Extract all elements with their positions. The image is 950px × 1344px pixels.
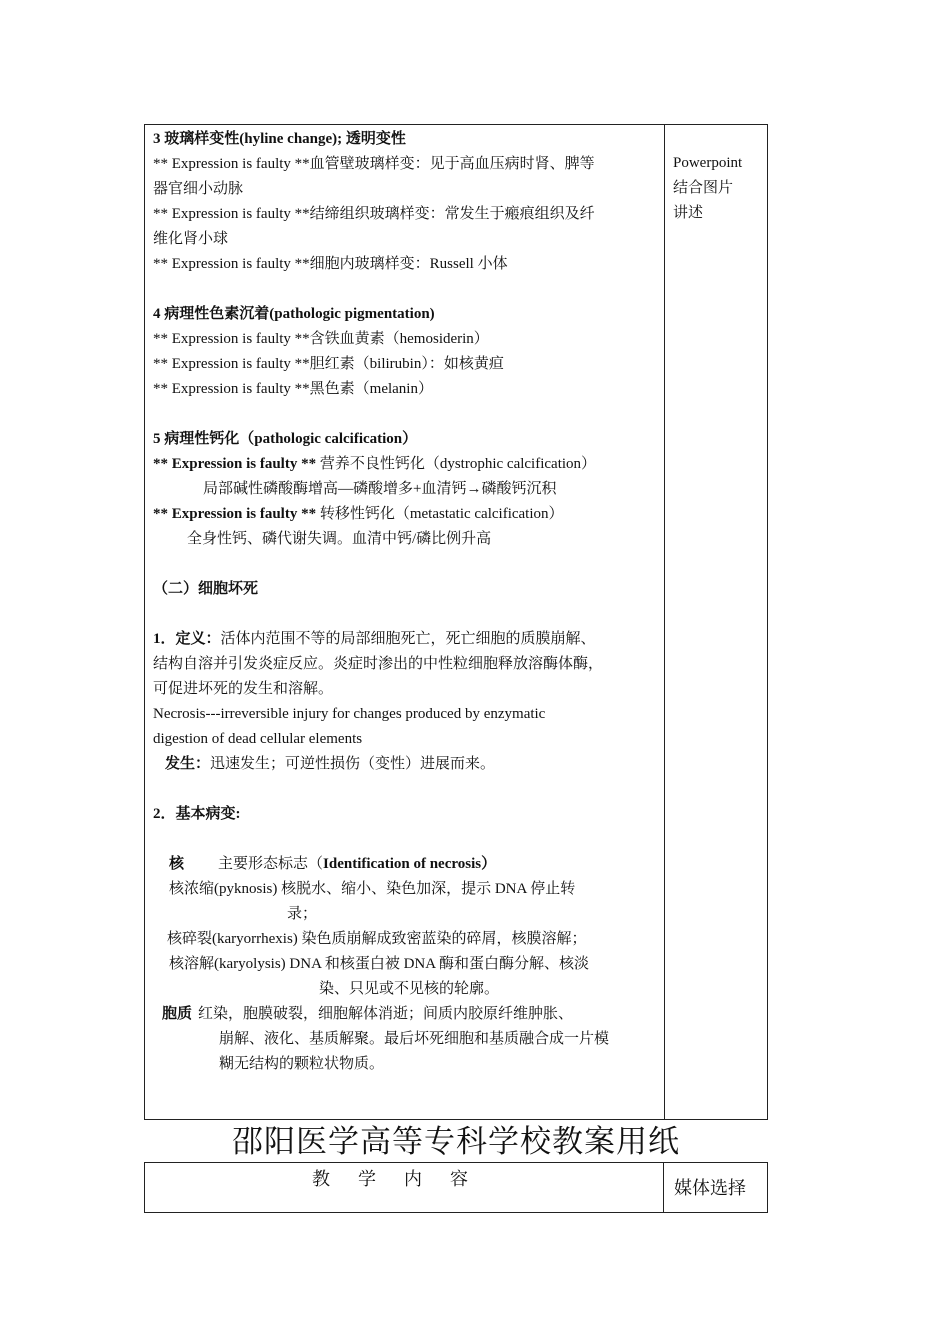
section-4-item-1: ** Expression is faulty **含铁血黄素（hemosiderin） — [153, 331, 489, 347]
section-3-item-3: ** Expression is faulty **细胞内玻璃样变：Russell 小体 — [153, 256, 508, 272]
cytoplasm-label: 胞质 — [162, 1006, 193, 1022]
definition-line-3: 可促进坏死的发生和溶解。 — [153, 681, 334, 697]
section-5-heading: 5 病理性钙化（pathologic calcification） — [153, 431, 418, 447]
media-line-1: Powerpoint — [673, 155, 743, 171]
pyknosis-line-cont: 录； — [287, 906, 318, 922]
media-line-2: 结合图片 — [673, 180, 734, 196]
nucleus-label: 核 — [169, 856, 185, 872]
section-3-item-1: ** Expression is faulty **血管壁玻璃样变：见于高血压病时肾、脾等 — [153, 156, 595, 172]
faulty-expression-label: ** Expression is faulty ** — [153, 456, 317, 472]
section-4-item-3: ** Expression is faulty **黑色素（melanin） — [153, 381, 433, 397]
media-notes — [673, 151, 763, 226]
english-definition-line-1: Necrosis---irreversible injury for changes produced by enzymatic — [153, 706, 546, 722]
pyknosis-line: 核浓缩(pyknosis) 核脱水、缩小、染色加深，提示 DNA 停止转 — [169, 881, 576, 897]
teaching-content-header: 教学内容 — [145, 1163, 664, 1212]
english-definition-line-2: digestion of dead cellular elements — [153, 731, 363, 747]
section-5-item-1-detail: 局部碱性磷酸酶增高—磷酸增多+血清钙→磷酸钙沉积 — [203, 481, 557, 497]
definition-label: 1．定义： — [153, 631, 221, 647]
cytoplasm-line-2: 崩解、液化、基质解聚。最后坏死细胞和基质融合成一片模 — [219, 1031, 610, 1047]
section-4-item-2: ** Expression is faulty **胆红素（bilirubin）：如核黄疸 — [153, 356, 504, 372]
school-title: 邵阳医学高等专科学校教案用纸 — [232, 1124, 680, 1160]
section-3-heading: 3 玻璃样变性(hyline change); 透明变性 — [153, 131, 406, 147]
section-3-item-1-cont: 器官细小动脉 — [153, 181, 244, 197]
section-5-item-2 — [153, 502, 659, 527]
dystrophic-calcification-text: 营养不良性钙化（dystrophic calcification） — [316, 456, 597, 472]
faulty-expression-label: ** Expression is faulty ** — [153, 506, 317, 522]
definition-line-2: 结构自溶并引发炎症反应。炎症时渗出的中性粒细胞释放溶酶体酶， — [153, 656, 604, 672]
necrosis-heading: （二）细胞坏死 — [153, 581, 259, 597]
basic-lesions-heading: 2．基本病变: — [153, 806, 241, 822]
section-3-item-2: ** Expression is faulty **结缔组织玻璃样变：常发生于瘢痕组织及纤 — [153, 206, 595, 222]
karyolysis-line-cont: 染、只见或不见核的轮廓。 — [319, 981, 500, 997]
metastatic-calcification-text: 转移性钙化（metastatic calcification） — [316, 506, 564, 522]
onset-label: 发生： — [165, 756, 211, 772]
nucleus-title-line: 核 主要形态标志（Identification of necrosis） — [169, 856, 497, 872]
header-table — [144, 1162, 768, 1213]
definition-line-1: 1．定义：活体内范围不等的局部细胞死亡，死亡细胞的质膜崩解、 — [153, 631, 596, 647]
lesson-content-table — [144, 124, 768, 1120]
karyorrhexis-line: 核碎裂(karyorrhexis) 染色质崩解成致密蓝染的碎屑，核膜溶解； — [167, 931, 587, 947]
teaching-content-cell — [145, 125, 665, 1119]
section-5-item-1 — [153, 452, 659, 477]
media-selection-header: 媒体选择 — [674, 1178, 746, 1198]
cytoplasm-line-1: 胞质 红染，胞膜破裂，细胞解体消逝；间质内胶原纤维肿胀、 — [162, 1006, 574, 1022]
section-4-heading: 4 病理性色素沉着(pathologic pigmentation) — [153, 306, 435, 322]
section-5-item-2-detail: 全身性钙、磷代谢失调。血清中钙/磷比例升高 — [187, 531, 492, 547]
section-3-item-2-cont: 维化肾小球 — [153, 231, 229, 247]
media-selection-cell — [665, 125, 767, 1119]
karyolysis-line: 核溶解(karyolysis) DNA 和核蛋白被 DNA 酶和蛋白酶分解、核淡 — [169, 956, 589, 972]
cytoplasm-line-3: 糊无结构的颗粒状物质。 — [219, 1056, 385, 1072]
teaching-content-text — [153, 127, 659, 1077]
media-line-3: 讲述 — [673, 205, 704, 221]
onset-line: 发生：迅速发生；可逆性损伤（变性）进展而来。 — [165, 756, 496, 772]
